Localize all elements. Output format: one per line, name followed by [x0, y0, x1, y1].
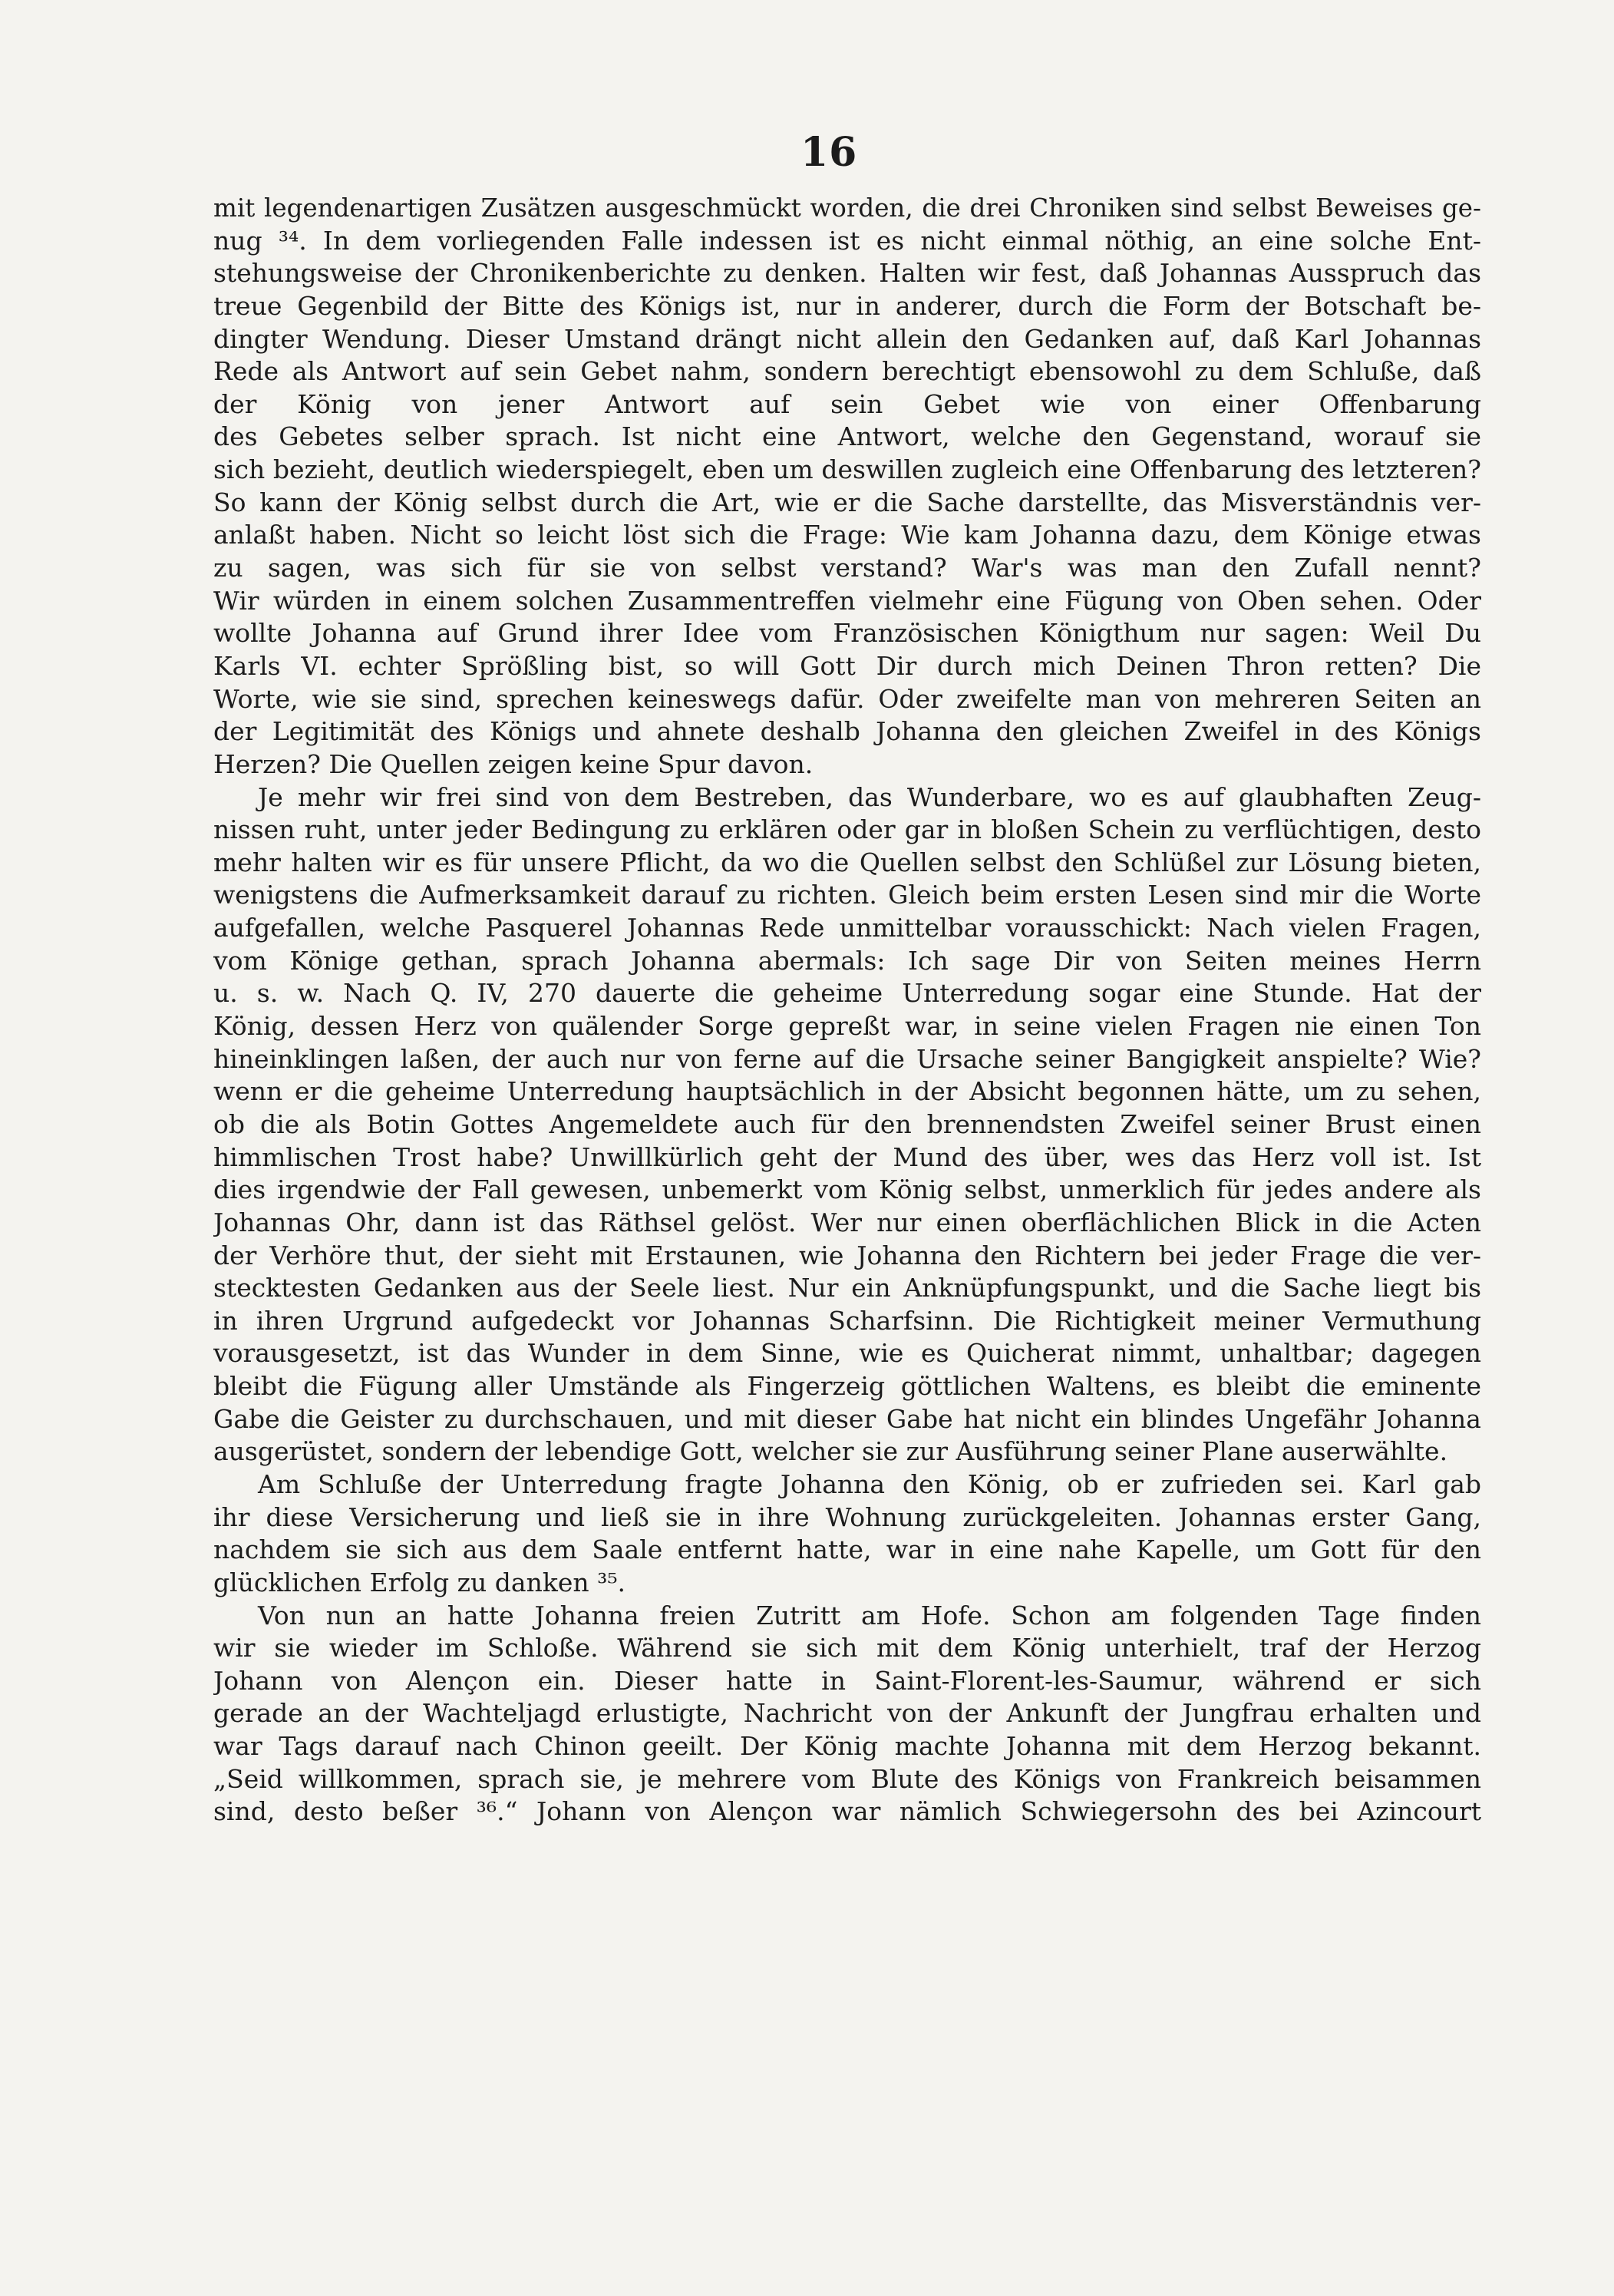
text-line: dingter Wendung. Dieser Umstand drängt nicht allein den Gedanken auf, daß Karl Johannas [213, 323, 1481, 354]
text-line: Je mehr wir frei sind von dem Bestreben, das Wunderbare, wo es auf glaubhaften Zeug- [258, 781, 1481, 812]
text-line: anlaßt haben. Nicht so leicht löst sich die Frage: Wie kam Johanna dazu, dem Könige etwas [213, 520, 1481, 550]
text-line: sind, desto beßer ³⁶.“ Johann von Alençon war nämlich Schwiegersohn des bei Azincourt [213, 1796, 1481, 1827]
text-line: zu sagen, was sich für sie von selbst verstand? War's was man den Zufall nennt? [213, 553, 1481, 583]
text-line: stehungsweise der Chronikenberichte zu denken. Halten wir fest, daß Johannas Ausspruch das [213, 258, 1481, 289]
text-line: hineinklingen laßen, der auch nur von ferne auf die Ursache seiner Bangigkeit anspielte? Wie? [213, 1043, 1481, 1074]
text-line: So kann der König selbst durch die Art, wie er die Sache darstellte, das Misverständnis ver- [213, 487, 1481, 517]
text-line: nug ³⁴. In dem vorliegenden Falle indessen ist es nicht einmal nöthig, an eine solche Ent- [213, 225, 1481, 256]
text-line: ausgerüstet, sondern der lebendige Gott, welcher sie zur Ausführung seiner Plane auserwählte. [213, 1436, 1448, 1467]
text-line: stecktesten Gedanken aus der Seele liest. Nur ein Anknüpfungspunkt, und die Sache liegt bis [213, 1273, 1481, 1303]
text-line: Herzen? Die Quellen zeigen keine Spur davon. [213, 748, 814, 779]
text-line: u. s. w. Nach Q. IV, 270 dauerte die geheime Unterredung sogar eine Stunde. Hat der [213, 978, 1481, 1009]
text-line: mit legendenartigen Zusätzen ausgeschmückt worden, die drei Chroniken sind selbst Beweises ge- [213, 193, 1481, 223]
text-line: Rede als Antwort auf sein Gebet nahm, sondern berechtigt ebensowohl zu dem Schluße, daß [213, 356, 1481, 387]
text-line: der Legitimität des Königs und ahnete deshalb Johanna den gleichen Zweifel in des Königs [213, 716, 1481, 747]
text-line: bleibt die Fügung aller Umstände als Fingerzeig göttlichen Waltens, es bleibt die eminente [213, 1371, 1481, 1402]
text-line: der König von jener Antwort auf sein Gebet wie von einer Offenbarung [213, 388, 1481, 419]
text-line: dies irgendwie der Fall gewesen, unbemerkt vom König selbst, unmerklich für jedes andere als [213, 1174, 1481, 1205]
body-text [213, 192, 1481, 1829]
text-line: mehr halten wir es für unsere Pflicht, da wo die Quellen selbst den Schlüßel zur Lösung bieten, [213, 847, 1481, 877]
text-line: war Tags darauf nach Chinon geeilt. Der König machte Johanna mit dem Herzog bekannt. [213, 1731, 1481, 1762]
text-line: himmlischen Trost habe? Unwillkürlich geht der Mund des über, wes das Herz voll ist. Ist [213, 1141, 1481, 1172]
text-line: glücklichen Erfolg zu danken ³⁵. [213, 1567, 626, 1597]
text-line: Von nun an hatte Johanna freien Zutritt am Hofe. Schon am folgenden Tage finden [258, 1600, 1481, 1630]
text-line: des Gebetes selber sprach. Ist nicht eine Antwort, welche den Gegenstand, worauf sie [213, 421, 1481, 452]
text-line: König, dessen Herz von quälender Sorge gepreßt war, in seine vielen Fragen nie einen Ton [213, 1011, 1481, 1042]
text-line: Am Schluße der Unterredung fragte Johanna den König, ob er zufrieden sei. Karl gab [258, 1468, 1481, 1499]
text-line: Karls VI. echter Sprößling bist, so will Gott Dir durch mich Deinen Thron retten? Die [213, 650, 1481, 681]
text-line: nachdem sie sich aus dem Saale entfernt hatte, war in eine nahe Kapelle, um Gott für den [213, 1535, 1481, 1565]
text-line: aufgefallen, welche Pasquerel Johannas Rede unmittelbar vorausschickt: Nach vielen Fragen, [213, 913, 1481, 943]
text-line: wollte Johanna auf Grund ihrer Idee vom Französischen Königthum nur sagen: Weil Du [213, 618, 1481, 649]
text-line: wenn er die geheime Unterredung hauptsächlich in der Absicht begonnen hätte, um zu sehen, [213, 1076, 1481, 1107]
text-line: nissen ruht, unter jeder Bedingung zu erklären oder gar in bloßen Schein zu verflüchtigen, desto [213, 814, 1481, 845]
text-line: Wir würden in einem solchen Zusammentreffen vielmehr eine Fügung von Oben sehen. Oder [213, 585, 1481, 616]
text-line: vom Könige gethan, sprach Johanna abermals: Ich sage Dir von Seiten meines Herrn [213, 945, 1481, 976]
text-line: in ihren Urgrund aufgedeckt vor Johannas Scharfsinn. Die Richtigkeit meiner Vermuthung [213, 1305, 1481, 1336]
text-line: Worte, wie sie sind, sprechen keineswegs dafür. Oder zweifelte man von mehreren Seiten an [213, 683, 1481, 714]
text-line: wir sie wieder im Schloße. Während sie sich mit dem König unterhielt, traf der Herzog [213, 1633, 1481, 1663]
text-line: ob die als Botin Gottes Angemeldete auch für den brennendsten Zweifel seiner Brust einen [213, 1108, 1481, 1139]
text-line: Johann von Alençon ein. Dieser hatte in Saint-Florent-les-Saumur, während er sich [213, 1665, 1481, 1696]
text-line: Johannas Ohr, dann ist das Räthsel gelöst. Wer nur einen oberflächlichen Blick in die Acten [213, 1207, 1481, 1237]
page-number: 16 [800, 129, 858, 176]
text-line: ihr diese Versicherung und ließ sie in ihre Wohnung zurückgeleiten. Johannas erster Gang, [213, 1501, 1481, 1532]
text-line: der Verhöre thut, der sieht mit Erstaunen, wie Johanna den Richtern bei jeder Frage die ver- [213, 1240, 1481, 1270]
text-line: treue Gegenbild der Bitte des Königs ist, nur in anderer, durch die Form der Botschaft be- [213, 290, 1481, 321]
text-line: „Seid willkommen, sprach sie, je mehrere vom Blute des Königs von Frankreich beisammen [213, 1763, 1481, 1794]
text-line: wenigstens die Aufmerksamkeit darauf zu richten. Gleich beim ersten Lesen sind mir die Worte [213, 880, 1481, 910]
text-line: Gabe die Geister zu durchschauen, und mit dieser Gabe hat nicht ein blindes Ungefähr Johanna [213, 1403, 1481, 1434]
text-line: sich bezieht, deutlich wiederspiegelt, eben um deswillen zugleich eine Offenbarung des letzteren? [213, 454, 1481, 485]
text-line: gerade an der Wachteljagd erlustigte, Nachricht von der Ankunft der Jungfrau erhalten und [213, 1698, 1481, 1729]
text-line: vorausgesetzt, ist das Wunder in dem Sinne, wie es Quicherat nimmt, unhaltbar; dagegen [213, 1338, 1481, 1369]
